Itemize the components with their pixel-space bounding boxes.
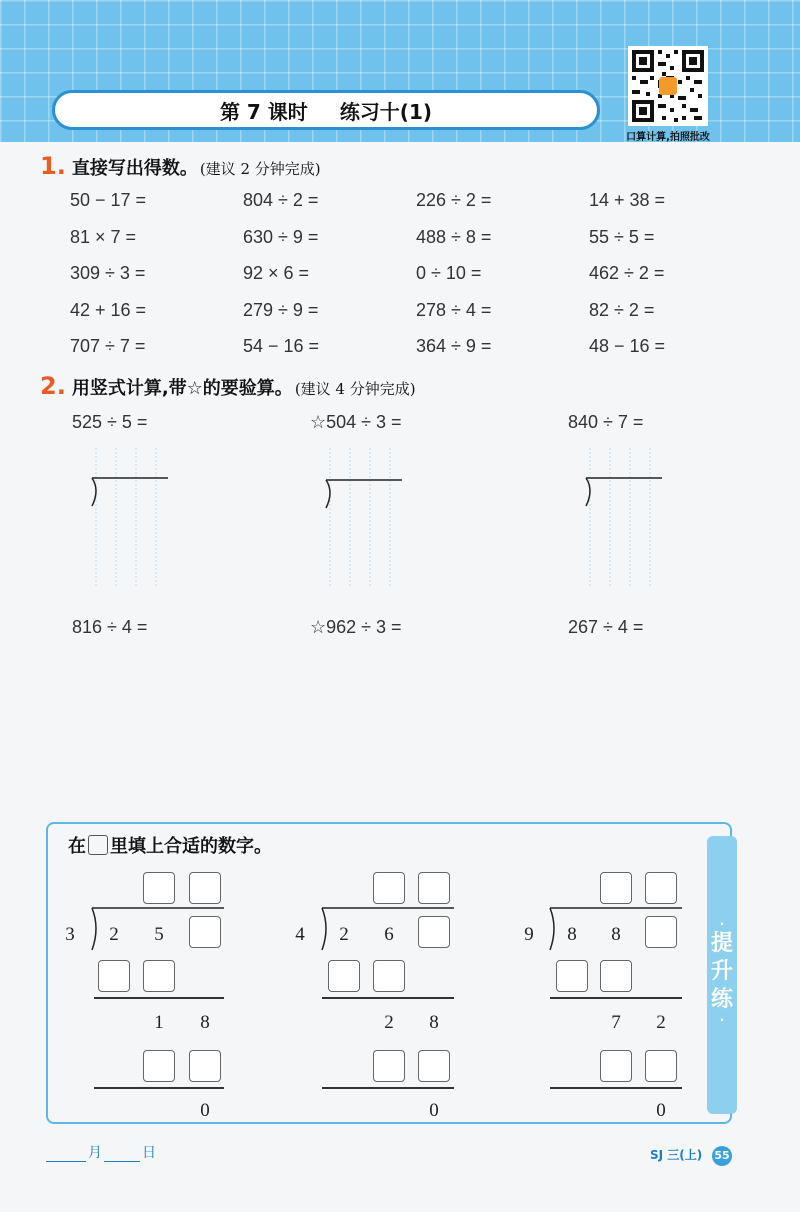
divisor: 3 [65,924,75,945]
vertical-problem: 525 ÷ 5 = [72,412,148,432]
digit-blank[interactable] [143,872,175,904]
subtraction-line [322,997,454,999]
extension-title [68,832,272,858]
digit-blank[interactable] [556,960,588,992]
vertical-problem: 816 ÷ 4 = [72,617,148,637]
subtraction-line [550,997,682,999]
oral-problem: 279 ÷ 9 = [243,299,319,320]
digit-blank[interactable] [373,960,405,992]
subtraction-line [322,1087,454,1089]
vertical-problem: ☆962 ÷ 3 = [310,617,402,637]
digit-blank[interactable] [645,916,677,948]
digit-blank[interactable] [189,916,221,948]
section2-title: 用竖式计算,带☆的要验算。 [71,378,293,399]
digit-blank[interactable] [373,1050,405,1082]
oral-problem: 54 − 16 = [243,336,320,356]
vertical-problem: ☆504 ÷ 3 = [310,412,402,432]
digit-blank[interactable] [600,960,632,992]
month-label: 月 [88,1145,102,1161]
side-label: · 提 升 练 · [710,917,733,1027]
section1-number: 1. [40,152,66,180]
page-number: 55 [712,1146,732,1166]
subtraction-line [94,1087,224,1089]
qr-caption: 口算计算,拍照批改 [626,132,710,143]
remainder-digit: 2 [656,1012,666,1033]
oral-problem: 50 − 17 = [70,190,147,210]
remainder-digit: 2 [384,1012,394,1033]
dividend-digit: 2 [109,924,119,945]
lesson-title: 练习十(1) [339,99,433,124]
digit-blank[interactable] [645,1050,677,1082]
remainder-digit: 1 [154,1012,164,1033]
qr-code-icon[interactable] [628,46,708,126]
digit-blank[interactable] [328,960,360,992]
long-division-work-area[interactable] [84,448,174,590]
oral-problem: 92 × 6 = [243,263,310,283]
oral-problem: 488 ÷ 8 = [416,226,492,247]
oral-problem: 278 ÷ 4 = [416,299,492,320]
digit-blank[interactable] [418,1050,450,1082]
lesson-title-bar [52,90,600,130]
remainder-digit: 8 [200,1012,210,1033]
section1-heading [40,152,321,180]
remainder-digit: 8 [429,1012,439,1033]
oral-problem: 707 ÷ 7 = [70,336,146,356]
vertical-problem: 267 ÷ 4 = [568,617,644,637]
digit-blank[interactable] [189,1050,221,1082]
digit-blank[interactable] [418,872,450,904]
oral-problem: 804 ÷ 2 = [243,190,319,210]
book-code: SJ 三(上) [650,1148,703,1162]
extension-title-after: 里填上合适的数字。 [110,836,272,857]
digit-blank[interactable] [189,872,221,904]
day-label: 日 [142,1145,156,1161]
lesson-number: 第 7 课时 [219,99,308,124]
section2-number: 2. [40,372,66,400]
divisor: 4 [295,924,305,945]
dividend-digit: 8 [567,924,577,945]
oral-problem: 48 − 16 = [589,336,666,356]
oral-problem: 82 ÷ 2 = [589,299,655,320]
digit-blank[interactable] [600,872,632,904]
oral-problem: 226 ÷ 2 = [416,190,492,210]
long-division-work-area[interactable] [578,448,668,590]
digit-blank[interactable] [418,916,450,948]
dividend-digit: 2 [339,924,349,945]
vertical-problem: 840 ÷ 7 = [568,412,644,432]
oral-problem: 55 ÷ 5 = [589,226,655,247]
dividend-digit: 8 [611,924,621,945]
extension-title-before: 在 [68,836,86,857]
digit-blank[interactable] [373,872,405,904]
digit-blank[interactable] [143,960,175,992]
month-blank[interactable] [46,1160,86,1162]
subtraction-line [94,997,224,999]
long-division-work-area[interactable] [318,448,408,590]
subtraction-line [550,1087,682,1089]
dividend-digit: 5 [154,924,164,945]
section2-heading [40,372,416,400]
digit-blank[interactable] [143,1050,175,1082]
dividend-digit: 6 [384,924,394,945]
blank-box-icon [88,835,108,855]
oral-problem: 42 + 16 = [70,299,147,320]
oral-problem: 364 ÷ 9 = [416,336,492,356]
oral-problem: 14 + 38 = [589,190,666,210]
digit-blank[interactable] [645,872,677,904]
oral-problem: 630 ÷ 9 = [243,226,319,247]
divisor: 9 [524,924,534,945]
oral-problem: 462 ÷ 2 = [589,263,665,283]
date-field[interactable] [44,1142,156,1162]
oral-problem: 0 ÷ 10 = [416,263,482,283]
remainder-digit: 7 [611,1012,621,1033]
final-remainder: 0 [200,1100,210,1121]
day-blank[interactable] [104,1160,140,1162]
oral-problem: 309 ÷ 3 = [70,263,146,283]
final-remainder: 0 [656,1100,666,1121]
oral-problem: 81 × 7 = [70,226,137,247]
oral-calc-grid [70,190,710,373]
section1-title: 直接写出得数。 [71,158,198,179]
digit-blank[interactable] [600,1050,632,1082]
section2-hint: (建议 4 分钟完成) [294,380,416,398]
section1-hint: (建议 2 分钟完成) [199,160,321,178]
final-remainder: 0 [429,1100,439,1121]
digit-blank[interactable] [98,960,130,992]
